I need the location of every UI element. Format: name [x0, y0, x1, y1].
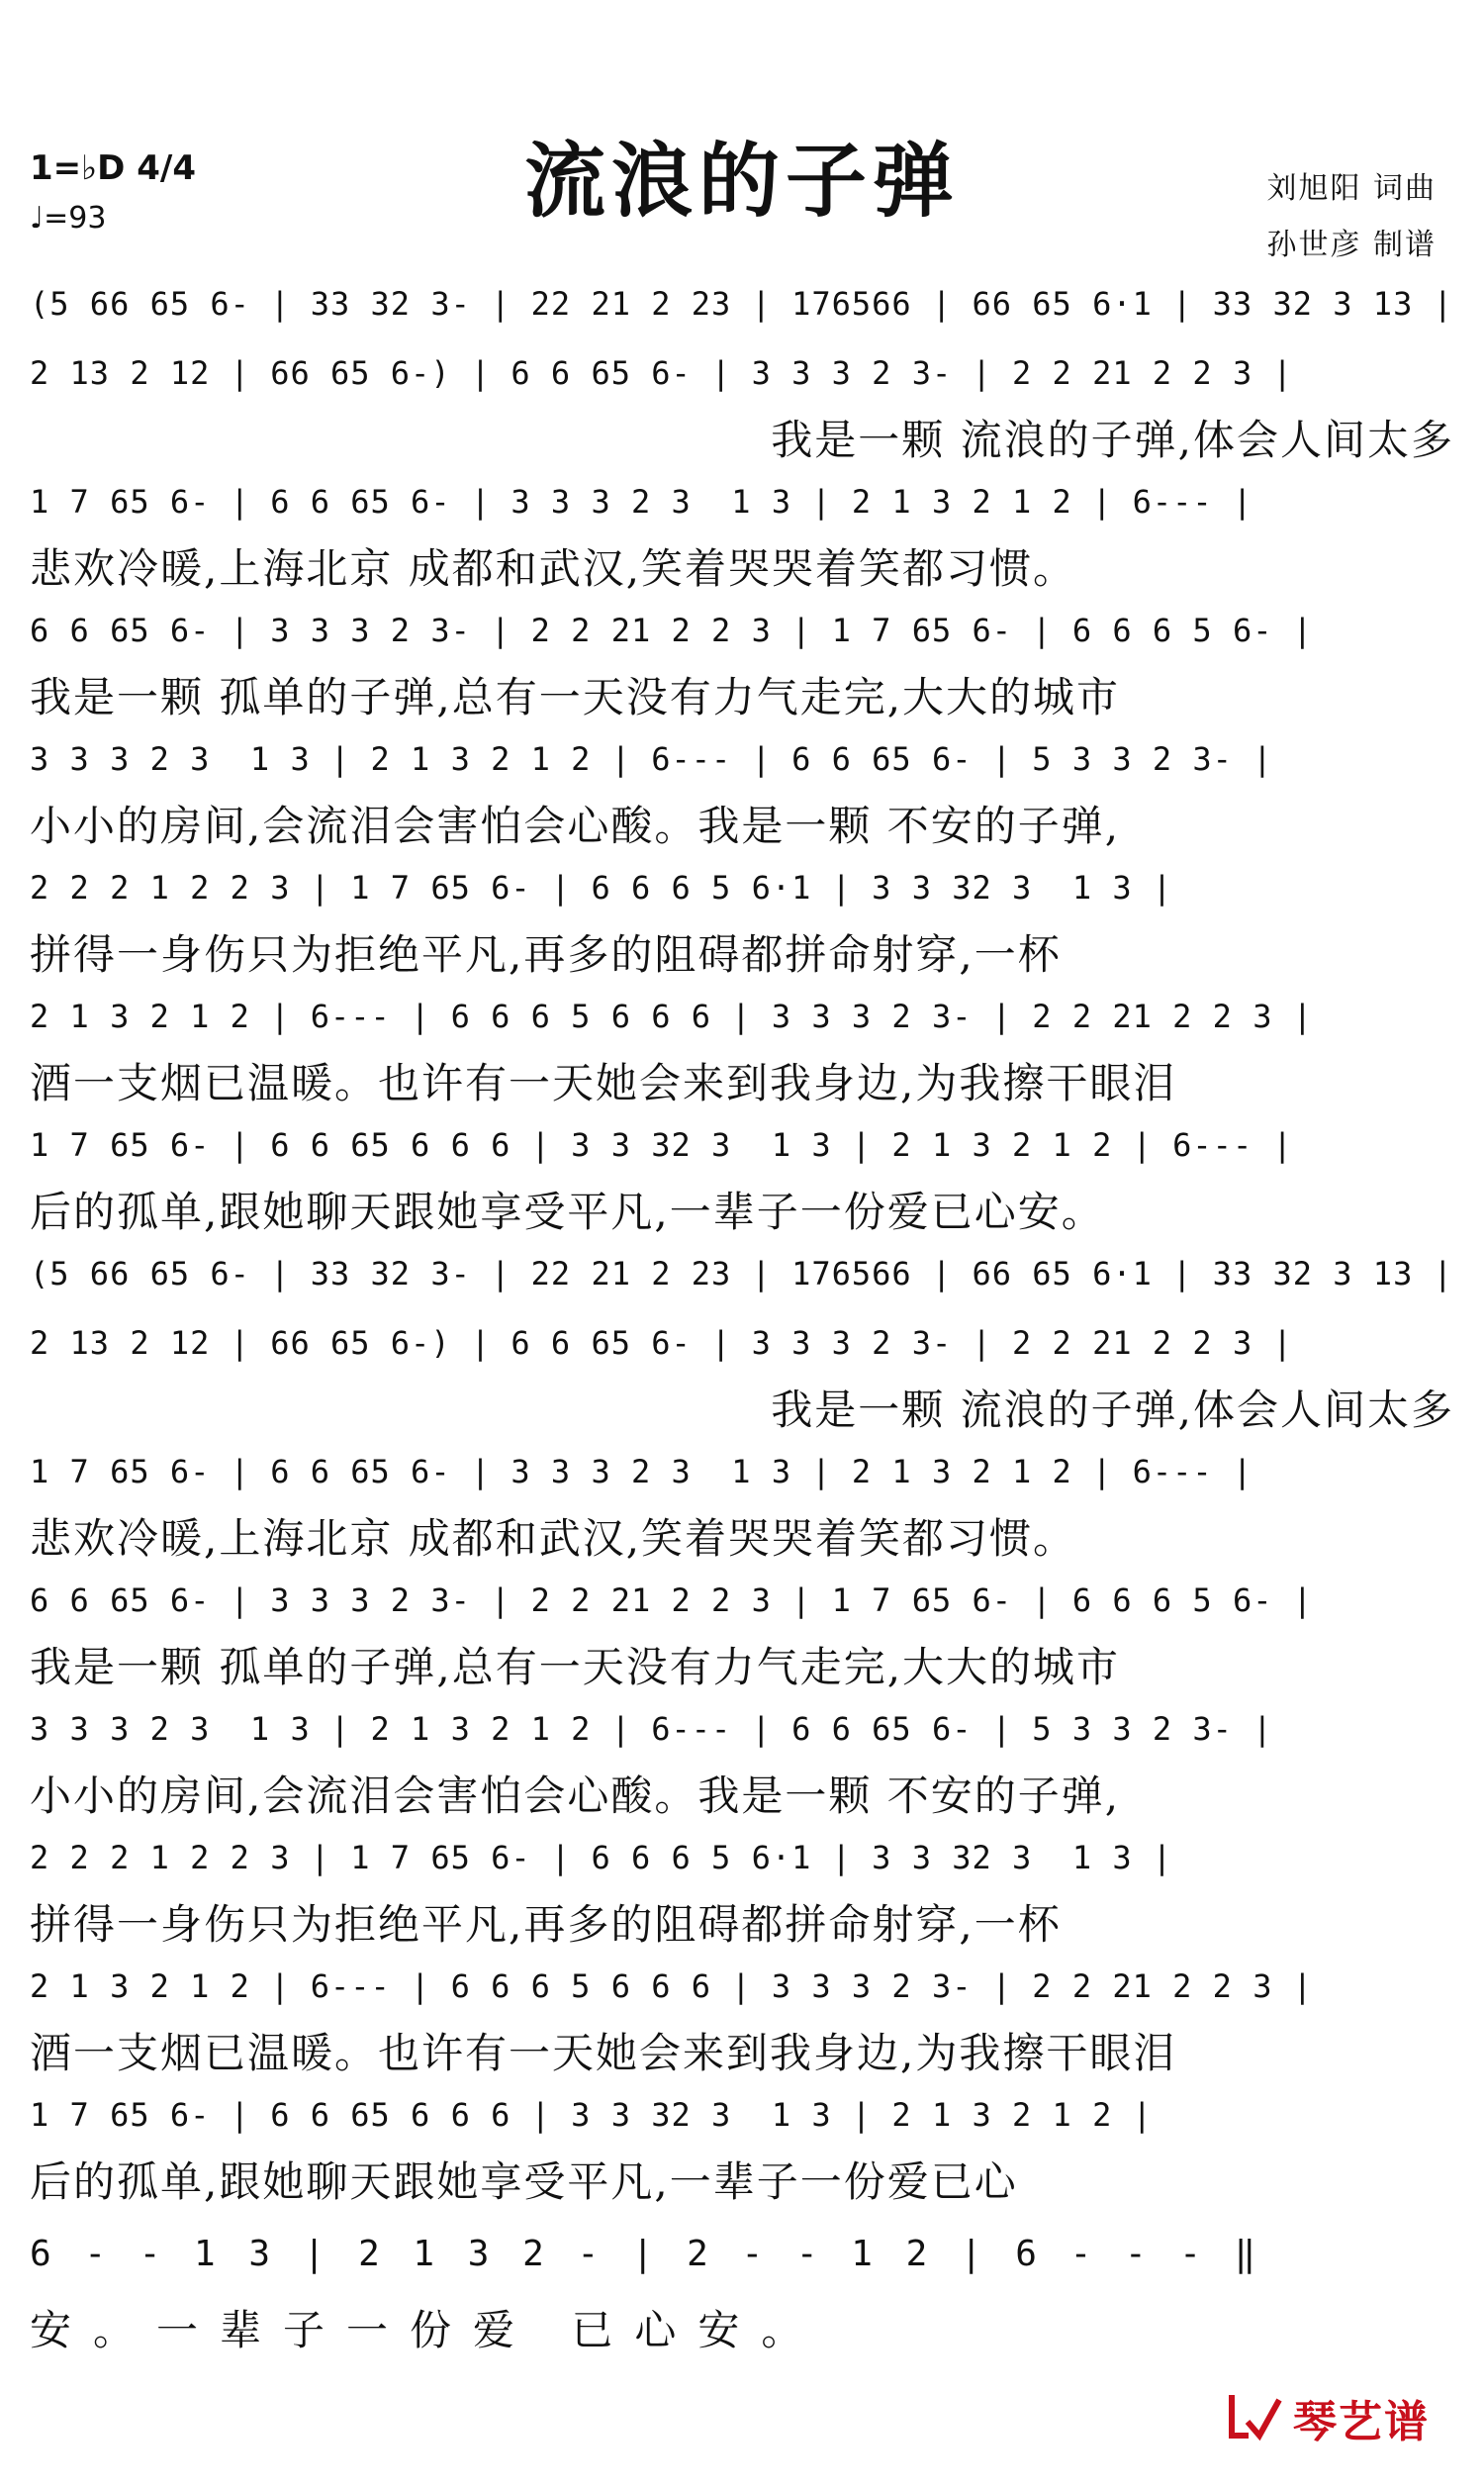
score-system	[30, 1437, 1454, 1566]
score-system	[30, 1110, 1454, 1239]
score-system	[30, 269, 1454, 338]
lyric-line: 小小的房间,会流泪会害怕会心酸。我是一颗 不安的子弹,	[30, 802, 1121, 850]
lyric-line: 后的孤单,跟她聊天跟她享受平凡,一辈子一份爱已心	[30, 2157, 1018, 2206]
key-signature: 1=♭D 4/4	[30, 148, 196, 188]
notation-line: 1 7 65 6- | 6 6 65 6- | 3 3 3 2 3 1 3 | 2 1 3 2 1 2 | 6--- |	[30, 483, 1253, 521]
lyric-line: 拼得一身伤只为拒绝平凡,再多的阻碍都拼命射穿,一杯	[30, 930, 1062, 979]
lyric-line: 我是一颗 孤单的子弹,总有一天没有力气走完,大大的城市	[30, 1643, 1121, 1691]
score-system	[30, 1823, 1454, 1952]
lyric-line: 小小的房间,会流泪会害怕会心酸。我是一颗 不安的子弹,	[30, 1771, 1121, 1820]
score-system	[30, 853, 1454, 982]
score-system	[30, 1566, 1454, 1694]
notation-line: 1 7 65 6- | 6 6 65 6 6 6 | 3 3 32 3 1 3 | 2 1 3 2 1 2 |	[30, 2096, 1153, 2134]
score-system	[30, 467, 1454, 596]
notation-line: 6 6 65 6- | 3 3 3 2 3- | 2 2 21 2 2 3 | 1 7 65 6- | 6 6 6 5 6- |	[30, 612, 1313, 649]
lyric-line: 悲欢冷暖,上海北京 成都和武汉,笑着哭哭着笑都习惯。	[30, 544, 1077, 593]
score-system	[30, 1694, 1454, 1823]
brand-mark-icon	[1228, 2392, 1283, 2443]
score-system	[30, 1308, 1454, 1437]
lyric-line: 酒一支烟已温暖。也许有一天她会来到我身边,为我擦干眼泪	[30, 2029, 1177, 2077]
notation-line: (5 66 65 6- | 33 32 3- | 22 21 2 23 | 176566 | 66 65 6·1 | 33 32 3 13 |	[30, 1255, 1453, 1292]
lyric-line: 我是一颗 流浪的子弹,体会人间太多	[771, 416, 1454, 464]
notation-line: 6 6 65 6- | 3 3 3 2 3- | 2 2 21 2 2 3 | 1 7 65 6- | 6 6 6 5 6- |	[30, 1581, 1313, 1619]
notation-line: 2 2 2 1 2 2 3 | 1 7 65 6- | 6 6 6 5 6·1 | 3 3 32 3 1 3 |	[30, 1839, 1173, 1876]
lyric-line: 酒一支烟已温暖。也许有一天她会来到我身边,为我擦干眼泪	[30, 1059, 1177, 1107]
notation-line: 3 3 3 2 3 1 3 | 2 1 3 2 1 2 | 6--- | 6 6 65 6- | 5 3 3 2 3- |	[30, 1710, 1273, 1748]
notation-line: 1 7 65 6- | 6 6 65 6- | 3 3 3 2 3 1 3 | 2 1 3 2 1 2 | 6--- |	[30, 1453, 1253, 1490]
final-system	[30, 2209, 1454, 2357]
notation-line: 6 - - 1 3 | 2 1 3 2 - | 2 - - 1 2 | 6 - - - ‖	[30, 2233, 1262, 2274]
notation-line: 2 1 3 2 1 2 | 6--- | 6 6 6 5 6 6 6 | 3 3 3 2 3- | 2 2 21 2 2 3 |	[30, 1967, 1313, 2005]
lyric-line: 我是一颗 孤单的子弹,总有一天没有力气走完,大大的城市	[30, 673, 1121, 721]
lyric-line: 我是一颗 流浪的子弹,体会人间太多	[771, 1386, 1454, 1434]
notation-line: 2 13 2 12 | 66 65 6-) | 6 6 65 6- | 3 3 3 2 3- | 2 2 21 2 2 3 |	[30, 1324, 1293, 1362]
score-system	[30, 1239, 1454, 1308]
notation-line: 1 7 65 6- | 6 6 65 6 6 6 | 3 3 32 3 1 3 | 2 1 3 2 1 2 | 6--- |	[30, 1126, 1293, 1164]
song-title: 流浪的子弹	[523, 134, 960, 229]
notation-line: 2 1 3 2 1 2 | 6--- | 6 6 6 5 6 6 6 | 3 3 3 2 3- | 2 2 21 2 2 3 |	[30, 998, 1313, 1035]
score-system	[30, 724, 1454, 853]
notation-line: 3 3 3 2 3 1 3 | 2 1 3 2 1 2 | 6--- | 6 6 65 6- | 5 3 3 2 3- |	[30, 740, 1273, 778]
brand-name: 琴艺谱	[1293, 2397, 1430, 2447]
arranger-credit: 孙世彦 制谱	[1266, 228, 1437, 262]
score-system	[30, 2080, 1454, 2209]
score-system	[30, 596, 1454, 724]
notation-line: 2 13 2 12 | 66 65 6-) | 6 6 65 6- | 3 3 3 2 3- | 2 2 21 2 2 3 |	[30, 354, 1293, 392]
lyric-line: 安。一辈子一份爱 已心安。	[30, 2306, 825, 2354]
tempo-marking: ♩=93	[30, 201, 107, 236]
score-system	[30, 1952, 1454, 2080]
notation-line: 2 2 2 1 2 2 3 | 1 7 65 6- | 6 6 6 5 6·1 | 3 3 32 3 1 3 |	[30, 869, 1173, 907]
composer-credit: 刘旭阳 词曲	[1266, 171, 1437, 206]
brand-logo	[1228, 2386, 1430, 2449]
notation-line: (5 66 65 6- | 33 32 3- | 22 21 2 23 | 176566 | 66 65 6·1 | 33 32 3 13 |	[30, 285, 1453, 323]
score	[30, 269, 1454, 2357]
score-system	[30, 338, 1454, 467]
score-system	[30, 982, 1454, 1110]
lyric-line: 悲欢冷暖,上海北京 成都和武汉,笑着哭哭着笑都习惯。	[30, 1514, 1077, 1563]
lyric-line: 拼得一身伤只为拒绝平凡,再多的阻碍都拼命射穿,一杯	[30, 1900, 1062, 1949]
lyric-line: 后的孤单,跟她聊天跟她享受平凡,一辈子一份爱已心安。	[30, 1188, 1105, 1236]
